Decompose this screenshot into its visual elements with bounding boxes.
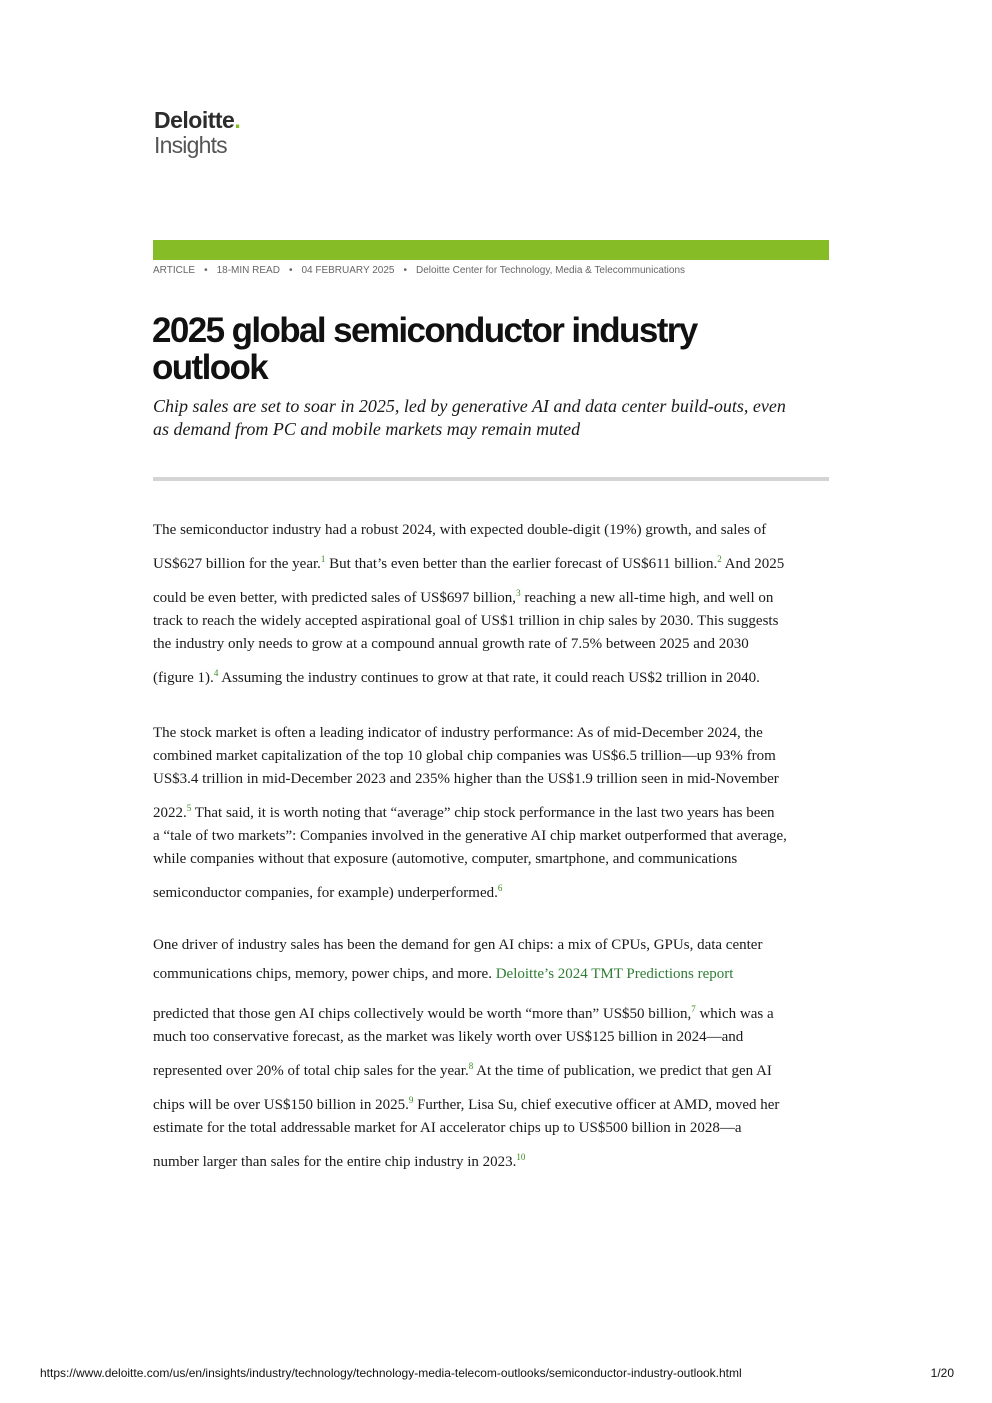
footnote-link[interactable]: 7 bbox=[691, 1004, 696, 1014]
meta-type: ARTICLE bbox=[153, 265, 196, 276]
footnote-link[interactable]: 10 bbox=[516, 1152, 526, 1162]
meta-center[interactable]: Deloitte Center for Technology, Media & Telecommunications bbox=[416, 265, 686, 276]
accent-bar bbox=[153, 240, 829, 260]
footer-url: https://www.deloitte.com/us/en/insights/industry/technology/technology-media-telecom-outlooks/semiconductor-industry-outlook.html bbox=[40, 1366, 742, 1380]
footnote-link[interactable]: 9 bbox=[408, 1095, 414, 1105]
meta-date: 04 FEBRUARY 2025 bbox=[301, 265, 395, 276]
footnote-link[interactable]: 6 bbox=[497, 883, 503, 893]
footer-page-number: 1/20 bbox=[930, 1366, 954, 1380]
meta-read-time: 18-MIN READ bbox=[216, 265, 280, 276]
logo-brand: Deloitte bbox=[154, 107, 235, 133]
title-line-1: 2025 global semiconductor industry bbox=[152, 311, 697, 350]
subtitle-line-1: Chip sales are set to soar in 2025, led by generative AI and data center build-outs, even bbox=[153, 396, 786, 416]
footnote-link[interactable]: 3 bbox=[516, 588, 521, 598]
paragraph-2: The stock market is often a leading indicator of industry performance: As of mid-December 2024, the combined market capitalization of the top 10 global chip companies was US$6.5 trillion—up 93% from US$3.4 trillion in mid-December 2023 and 235% higher than the US$1.9 trillion seen in mid-November 2022.$^5$ That said, it is worth noting that “average” chip stock performance in the last two years has been a “tale of two markets”: Companies involved in the generative AI chip market outperformed that average, while companies without that exposure (automotive, computer, smartphone, and communications semiconductor companies, for example) underperformed.$^6$ bbox=[153, 725, 787, 901]
footnote-link[interactable]: 5 bbox=[186, 803, 192, 813]
paragraph-3: One driver of industry sales has been the demand for gen AI chips: a mix of CPUs, GPUs, data center communications chips, memory, power chips, and more. Deloitte’s 2024 TMT Predictions report predicted that those gen AI chips collectively would be worth “more than” US$50 billion,$^7$ which was a much too conservative forecast, as the market was likely worth over US$125 billion in 2024—and represented over 20% of total chip sales for the year.$^8$ At the time of publication, we predict that gen AI chips will be over US$150 billion in 2025.$^9$ Further, Lisa Su, chief executive officer at AMD, moved her estimate for the total addressable market for AI accelerator chips up to US$500 billion in 2028—a number larger than sales for the entire chip industry in 2023.10 bbox=[153, 937, 780, 1170]
paragraph-1: The semiconductor industry had a robust 2024, with expected double-digit (19%) growth, and sales of US$627 billion for the year.$^1$ But that’s even better than the earlier forecast of US$611 billion.$^2$ And 2025 could be even better, with predicted sales of US$697 billion,$^3$ reaching a new all-time high, and well on track to reach the widely accepted aspirational goal of US$1 trillion in chip sales by 2030. This suggests the industry only needs to grow at a compound annual growth rate of 7.5% between 2025 and 2030 (figure 1).$^4$ Assuming the industry continues to grow at that rate, it could reach US$2 trillion in 2040. bbox=[153, 522, 785, 686]
tmt-predictions-link[interactable]: Deloitte’s 2024 TMT Predictions report bbox=[495, 966, 734, 982]
header-divider bbox=[153, 477, 829, 481]
deloitte-insights-logo[interactable] bbox=[154, 108, 240, 158]
subtitle-line-2: as demand from PC and mobile markets may remain muted bbox=[153, 419, 581, 439]
footnote-link[interactable]: 1 bbox=[320, 554, 326, 564]
footnote-link[interactable]: 8 bbox=[468, 1061, 474, 1071]
logo-dot: . bbox=[234, 107, 241, 133]
title-line-2: outlook bbox=[152, 348, 268, 387]
footnote-link[interactable]: 4 bbox=[213, 668, 219, 678]
page-title bbox=[152, 312, 832, 386]
page-subtitle bbox=[153, 395, 833, 441]
logo-insights: Insights bbox=[154, 132, 227, 158]
footnote-link[interactable]: 2 bbox=[717, 554, 722, 564]
article-meta: ARTICLE • 18-MIN READ • 04 FEBRUARY 2025 • Deloitte Center for Technology, Media & Telecommunications bbox=[153, 265, 686, 276]
